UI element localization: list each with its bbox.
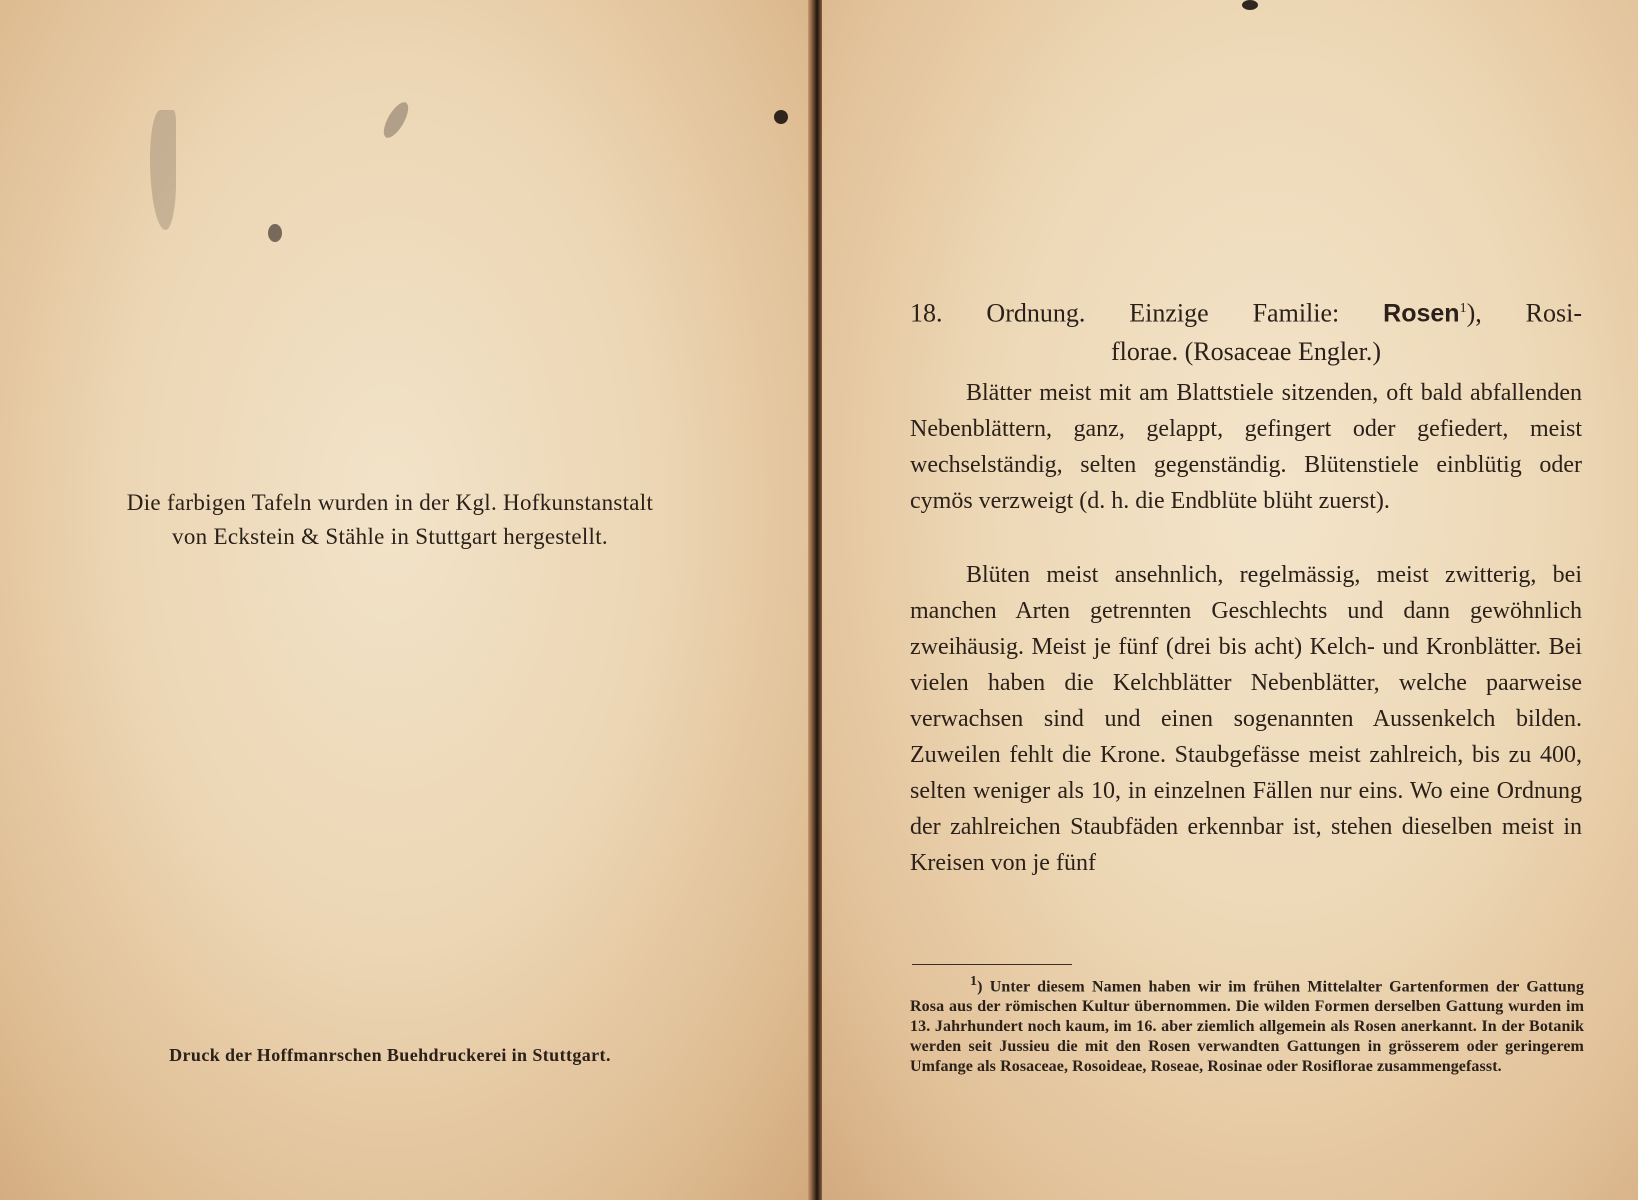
heading-line-2: florae. (Rosaceae Engler.) [1111, 336, 1381, 366]
ink-smudge [150, 110, 176, 230]
body-paragraph-leaves: Blätter meist mit am Blattstiele sitzenden, oft bald abfallenden Nebenblättern, ganz, gelappt, gefingert oder gefiedert, meist wechselständig, selten gegenständig. Blütenstiele einblütig oder cymös verzweigt (d. h. die Endblüte blüht zuerst). [910, 380, 1582, 514]
heading-family-name: Rosen [1383, 299, 1460, 328]
ink-spot [774, 110, 788, 124]
printer-imprint: Druck der Hoffmanrschen Buehdruckerei in Stuttgart. [169, 1045, 611, 1065]
credit-line-1: Die farbigen Tafeln wurden in der Kgl. Hofkunstanstalt [126, 490, 654, 515]
heading-family-latin: ), Rosi- [1466, 298, 1582, 328]
section-heading [910, 290, 1582, 371]
heading-order: 18. Ordnung. Einzige Familie: [910, 298, 1340, 328]
heading-footnote-mark: 1 [1459, 301, 1467, 316]
ink-spot [1242, 0, 1258, 10]
ink-smudge [379, 99, 413, 142]
body-paragraph-flowers: Blüten meist ansehnlich, regelmässig, meist zwitterig, bei manchen Arten getrennten Geschlechts und dann gewöhnlich zweihäusig. Meist je fünf (drei bis acht) Kelch- und Kronblätter. Bei vielen haben die Kelchblätter Nebenblätter, welche paarweise verwachsen sind und einen sogenannten Aussenkelch bilden. Zuweilen fehlt die Krone. Staubgefässe meist zahlreich, bis zu 400, selten weniger als 10, in einzelnen Fällen nur eins. Wo eine Ordnung der zahlreichen Staubfäden erkennbar ist, stehen dieselben meist in Kreisen von je fünf [910, 562, 1582, 876]
footnote [910, 972, 1584, 1077]
ink-spot [268, 224, 282, 242]
heading-line-1 [910, 290, 1582, 333]
footnote-text: ) Unter diesem Namen haben wir im frühen Mittelalter Gartenformen der Gattung Rosa aus der römischen Kultur übernommen. Die wilden Formen derselben Gattung wurden im 13. Jahrhundert noch kaum, im 16. aber ziemlich allgemein als Rosen anerkannt. In der Botanik werden seit Jussieu die mit den Rosen verwandten Gattungen in grösserem oder geringerem Umfange als Rosaceae, Rosoideae, Roseae, Rosinae oder Rosiflorae zusammengefasst. [910, 978, 1584, 1076]
right-page [822, 0, 1638, 1200]
footnote-mark: 1 [970, 974, 978, 989]
plate-credit [40, 486, 740, 554]
left-page [0, 0, 812, 1200]
footnote-rule [912, 964, 1072, 965]
credit-line-2: von Eckstein & Stähle in Stuttgart hergestellt. [172, 524, 608, 549]
